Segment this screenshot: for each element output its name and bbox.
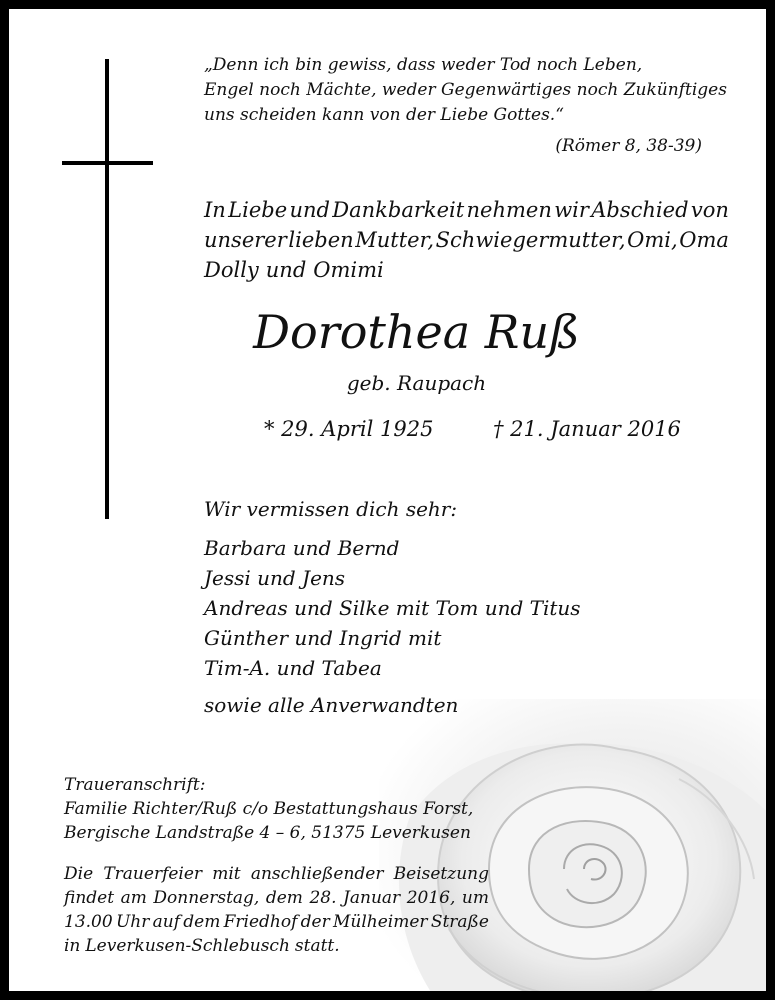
word: Die <box>64 864 94 884</box>
farewell-text <box>204 195 729 285</box>
mourning-address <box>64 773 473 845</box>
word: Omi, <box>627 228 678 252</box>
word: 2016, <box>406 888 456 908</box>
word: und <box>265 258 307 282</box>
word: In <box>204 198 226 222</box>
word: findet <box>64 888 115 908</box>
mourners-heading: Wir vermissen dich sehr: <box>204 497 458 521</box>
word: anschließender <box>250 864 384 884</box>
word: 28. <box>309 888 337 908</box>
word: Beisetzung <box>393 864 489 884</box>
service-line <box>64 862 489 886</box>
deceased-name <box>9 305 775 359</box>
birth-name <box>9 371 775 395</box>
mourner-item: Barbara und Bernd <box>204 536 400 560</box>
cross-symbol-vertical <box>105 59 109 519</box>
cross-symbol-horizontal <box>62 161 153 165</box>
word: Donnerstag, <box>153 888 260 908</box>
birth-date: * 29. April 1925 <box>264 417 434 441</box>
service-line <box>64 934 489 958</box>
word: der <box>300 912 330 932</box>
quote-line: „Denn ich bin gewiss, dass weder Tod noch Leben, <box>204 55 643 75</box>
word: in <box>64 936 81 956</box>
word: um <box>461 888 489 908</box>
farewell-line <box>204 255 729 285</box>
word: Mülheimer <box>333 912 428 932</box>
word: Dankbarkeit <box>332 198 465 222</box>
word: Trauerfeier <box>103 864 203 884</box>
word: unserer <box>204 228 287 252</box>
relatives-line: sowie alle Anverwandten <box>204 693 459 717</box>
mourners-list <box>204 533 581 683</box>
word: Mutter, <box>355 228 435 252</box>
address-line: Familie Richter/Ruß c/o Bestattungshaus Forst, <box>64 799 474 819</box>
mourner-item: Andreas und Silke mit Tom und Titus <box>204 596 581 620</box>
service-line <box>64 886 489 910</box>
word: Abschied <box>591 198 689 222</box>
mourner-item: Jessi und Jens <box>204 566 346 590</box>
word: Liebe <box>228 198 288 222</box>
word: wir <box>554 198 589 222</box>
word: 13.00 <box>64 912 113 932</box>
word: auf <box>152 912 180 932</box>
bible-quote <box>204 53 727 128</box>
mourner-item: Günther und Ingrid mit <box>204 626 442 650</box>
deceased-name-text: Dorothea Ruß <box>253 305 580 359</box>
address-label: Traueranschrift: <box>64 775 206 795</box>
word: dem <box>183 912 221 932</box>
quote-reference: (Römer 8, 38-39) <box>555 136 702 156</box>
word: von <box>690 198 729 222</box>
word: am <box>120 888 147 908</box>
word: Leverkusen-Schlebusch <box>85 936 290 956</box>
word: und <box>289 198 330 222</box>
word: Januar <box>343 888 401 908</box>
word: statt. <box>294 936 340 956</box>
quote-line: uns scheiden kann von der Liebe Gottes.“ <box>204 105 564 125</box>
service-line <box>64 910 489 934</box>
mourner-item: Tim-A. und Tabea <box>204 656 382 680</box>
word: dem <box>265 888 303 908</box>
word: Dolly <box>204 258 259 282</box>
word: lieben <box>288 228 354 252</box>
birth-name-text: geb. Raupach <box>346 371 487 395</box>
funeral-service-info <box>64 862 489 958</box>
death-date: † 21. Januar 2016 <box>493 417 681 441</box>
farewell-line <box>204 195 729 225</box>
address-line: Bergische Landstraße 4 – 6, 51375 Leverkusen <box>64 823 471 843</box>
farewell-line <box>204 225 729 255</box>
word: mit <box>212 864 241 884</box>
word: nehmen <box>466 198 552 222</box>
word: Uhr <box>115 912 150 932</box>
word: Straße <box>430 912 489 932</box>
word: Oma <box>679 228 729 252</box>
word: Friedhof <box>223 912 298 932</box>
quote-line: Engel noch Mächte, weder Gegenwärtiges noch Zukünftiges <box>204 80 727 100</box>
word: Schwiegermutter, <box>435 228 626 252</box>
word: Omimi <box>313 258 384 282</box>
